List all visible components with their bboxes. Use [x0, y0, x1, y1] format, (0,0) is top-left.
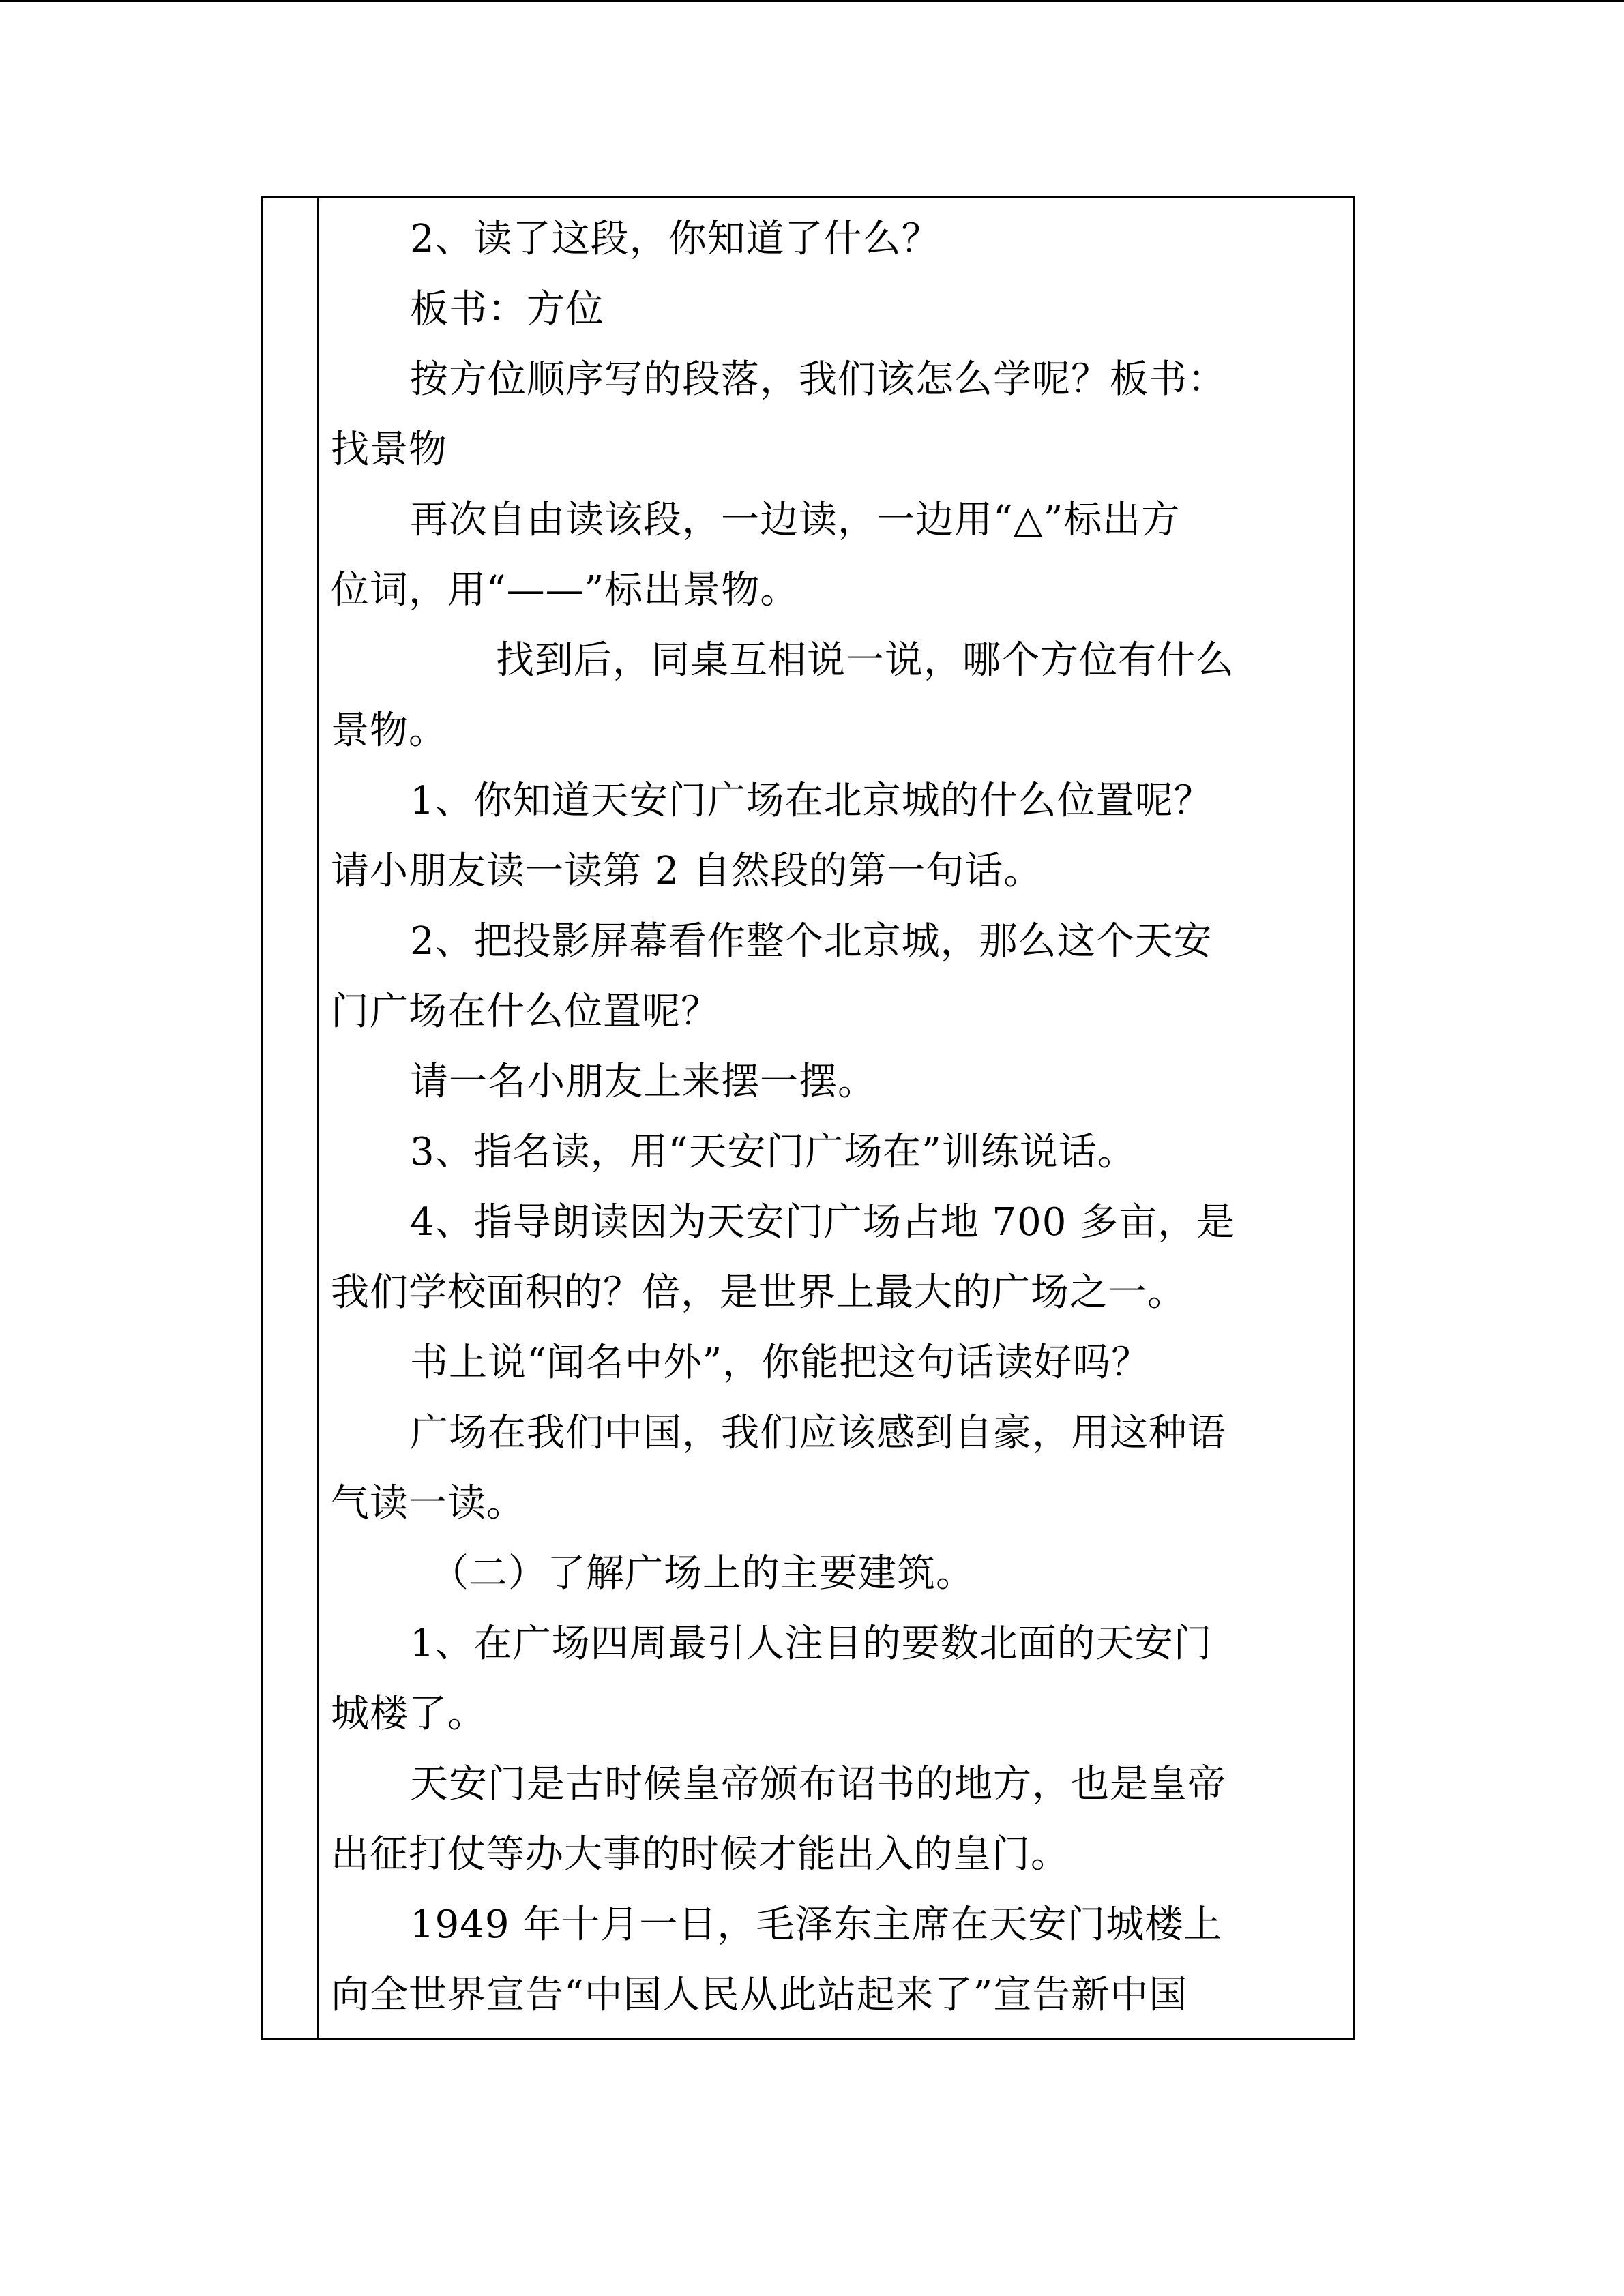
text-line: 广场在我们中国，我们应该感到自豪，用这种语	[410, 1411, 1226, 1455]
text-line: 书上说“闻名中外”，你能把这句话读好吗？	[410, 1341, 1151, 1385]
text-line: 1、你知道天安门广场在北京城的什么位置呢？	[410, 779, 1213, 823]
text-line: 找到后，同桌互相说一说，哪个方位有什么	[496, 638, 1235, 683]
text-line: 门广场在什么位置呢？	[331, 989, 720, 1034]
page-top-border	[0, 0, 1624, 2]
text-line: 3、指名读，用“天安门广场在”训练说话。	[410, 1130, 1136, 1174]
text-line: 出征打仗等办大事的时候才能出入的皇门。	[331, 1832, 1069, 1877]
text-line: 气读一读。	[331, 1481, 525, 1525]
text-line: 2、把投影屏幕看作整个北京城，那么这个天安	[410, 919, 1213, 964]
section-heading: （二）了解广场上的主要建筑。	[430, 1551, 975, 1596]
text-line: 找景物	[331, 428, 447, 472]
table-left-column	[263, 198, 319, 2038]
text-line: 景物。	[331, 709, 447, 753]
table-content-cell	[321, 198, 1353, 2038]
text-line: 按方位顺序写的段落，我们该怎么学呢？板书：	[410, 357, 1226, 402]
text-line: 4、指导朗读因为天安门广场占地 700 多亩，是	[410, 1200, 1236, 1244]
text-line: 1、在广场四周最引人注目的要数北面的天安门	[410, 1622, 1213, 1666]
text-line: 请小朋友读一读第 2 自然段的第一句话。	[331, 849, 1043, 893]
text-line: 再次自由读该段，一边读，一边用“△”标出方	[410, 498, 1181, 542]
text-line: 板书：方位	[410, 287, 604, 331]
text-line: 天安门是古时候皇帝颁布诏书的地方，也是皇帝	[410, 1762, 1226, 1806]
text-line: 2、读了这段，你知道了什么？	[410, 217, 941, 261]
lesson-table	[261, 196, 1355, 2040]
text-line: 请一名小朋友上来摆一摆。	[410, 1060, 876, 1104]
text-line: 1949 年十月一日，毛泽东主席在天安门城楼上	[410, 1903, 1223, 1947]
text-line: 城楼了。	[331, 1692, 486, 1736]
text-line: 位词，用“——”标出景物。	[331, 568, 799, 612]
text-line: 我们学校面积的？倍，是世界上最大的广场之一。	[331, 1270, 1186, 1315]
text-line: 向全世界宣告“中国人民从此站起来了”宣告新中国	[331, 1973, 1188, 2017]
